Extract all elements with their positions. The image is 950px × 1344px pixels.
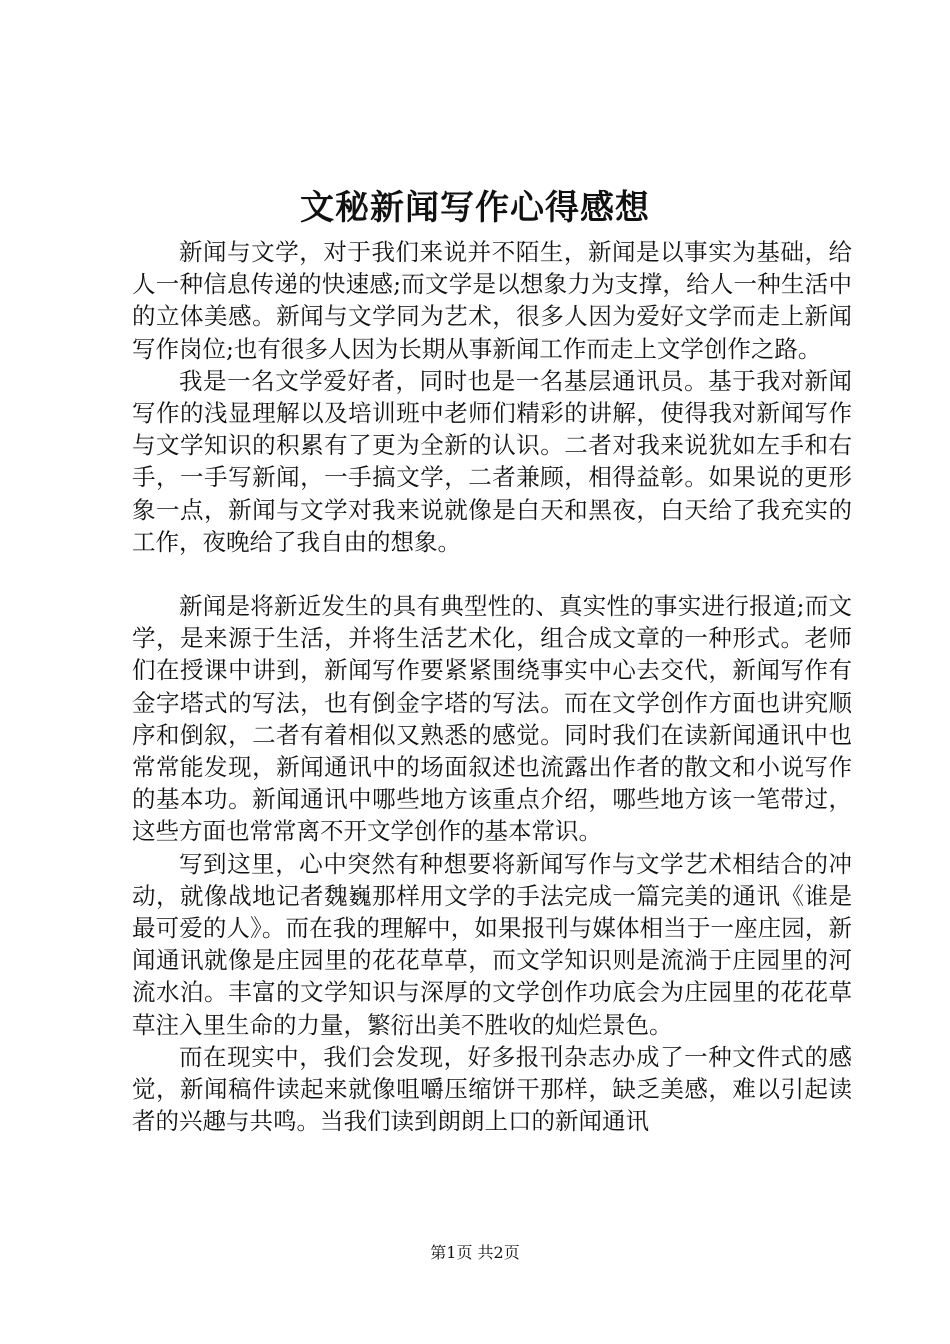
- paragraph-5: 而在现实中，我们会发现，好多报刊杂志办成了一种文件式的感觉，新闻稿件读起来就像咀嚼压缩饼干那样，缺乏美感，难以引起读者的兴趣与共鸣。当我们读到朗朗上口的新闻通讯: [132, 1042, 852, 1136]
- paragraph-2: 我是一名文学爱好者，同时也是一名基层通讯员。基于我对新闻写作的浅显理解以及培训班中老师们精彩的讲解，使得我对新闻写作与文学知识的积累有了更为全新的认识。二者对我来说犹如左手和右手，一手写新闻，一手搞文学，二者兼顾，相得益彰。如果说的更形象一点，新闻与文学对我来说就像是白天和黑夜，白天给了我充实的工作，夜晚给了我自由的想象。: [132, 366, 852, 556]
- document-body: [132, 236, 852, 1137]
- page-footer: 第1页 共2页: [430, 1243, 520, 1262]
- document-title: 文秘新闻写作心得感想: [300, 188, 650, 228]
- paragraph-1: 新闻与文学，对于我们来说并不陌生，新闻是以事实为基础，给人一种信息传递的快速感;而文学是以想象力为支撑，给人一种生活中的立体美感。新闻与文学同为艺术，很多人因为爱好文学而走上新闻写作岗位;也有很多人因为长期从事新闻工作而走上文学创作之路。: [132, 238, 852, 363]
- paragraph-4: 写到这里，心中突然有种想要将新闻写作与文学艺术相结合的冲动，就像战地记者魏巍那样用文学的手法完成一篇完美的通讯《谁是最可爱的人》。而在我的理解中，如果报刊与媒体相当于一座庄园，新闻通讯就像是庄园里的花花草草，而文学知识则是流淌于庄园里的河流水泊。丰富的文学知识与深厚的文学创作功底会为庄园里的花花草草注入里生命的力量，繁衍出美不胜收的灿烂景色。: [132, 849, 852, 1039]
- paragraph-3: 新闻是将新近发生的具有典型性的、真实性的事实进行报道;而文学，是来源于生活，并将生活艺术化，组合成文章的一种形式。老师们在授课中讲到，新闻写作要紧紧围绕事实中心去交代，新闻写作有金字塔式的写法，也有倒金字塔的写法。而在文学创作方面也讲究顺序和倒叙，二者有着相似又熟悉的感觉。同时我们在读新闻通讯中也常常能发现，新闻通讯中的场面叙述也流露出作者的散文和小说写作的基本功。新闻通讯中哪些地方该重点介绍，哪些地方该一笔带过，这些方面也常常离不开文学创作的基本常识。: [132, 592, 852, 846]
